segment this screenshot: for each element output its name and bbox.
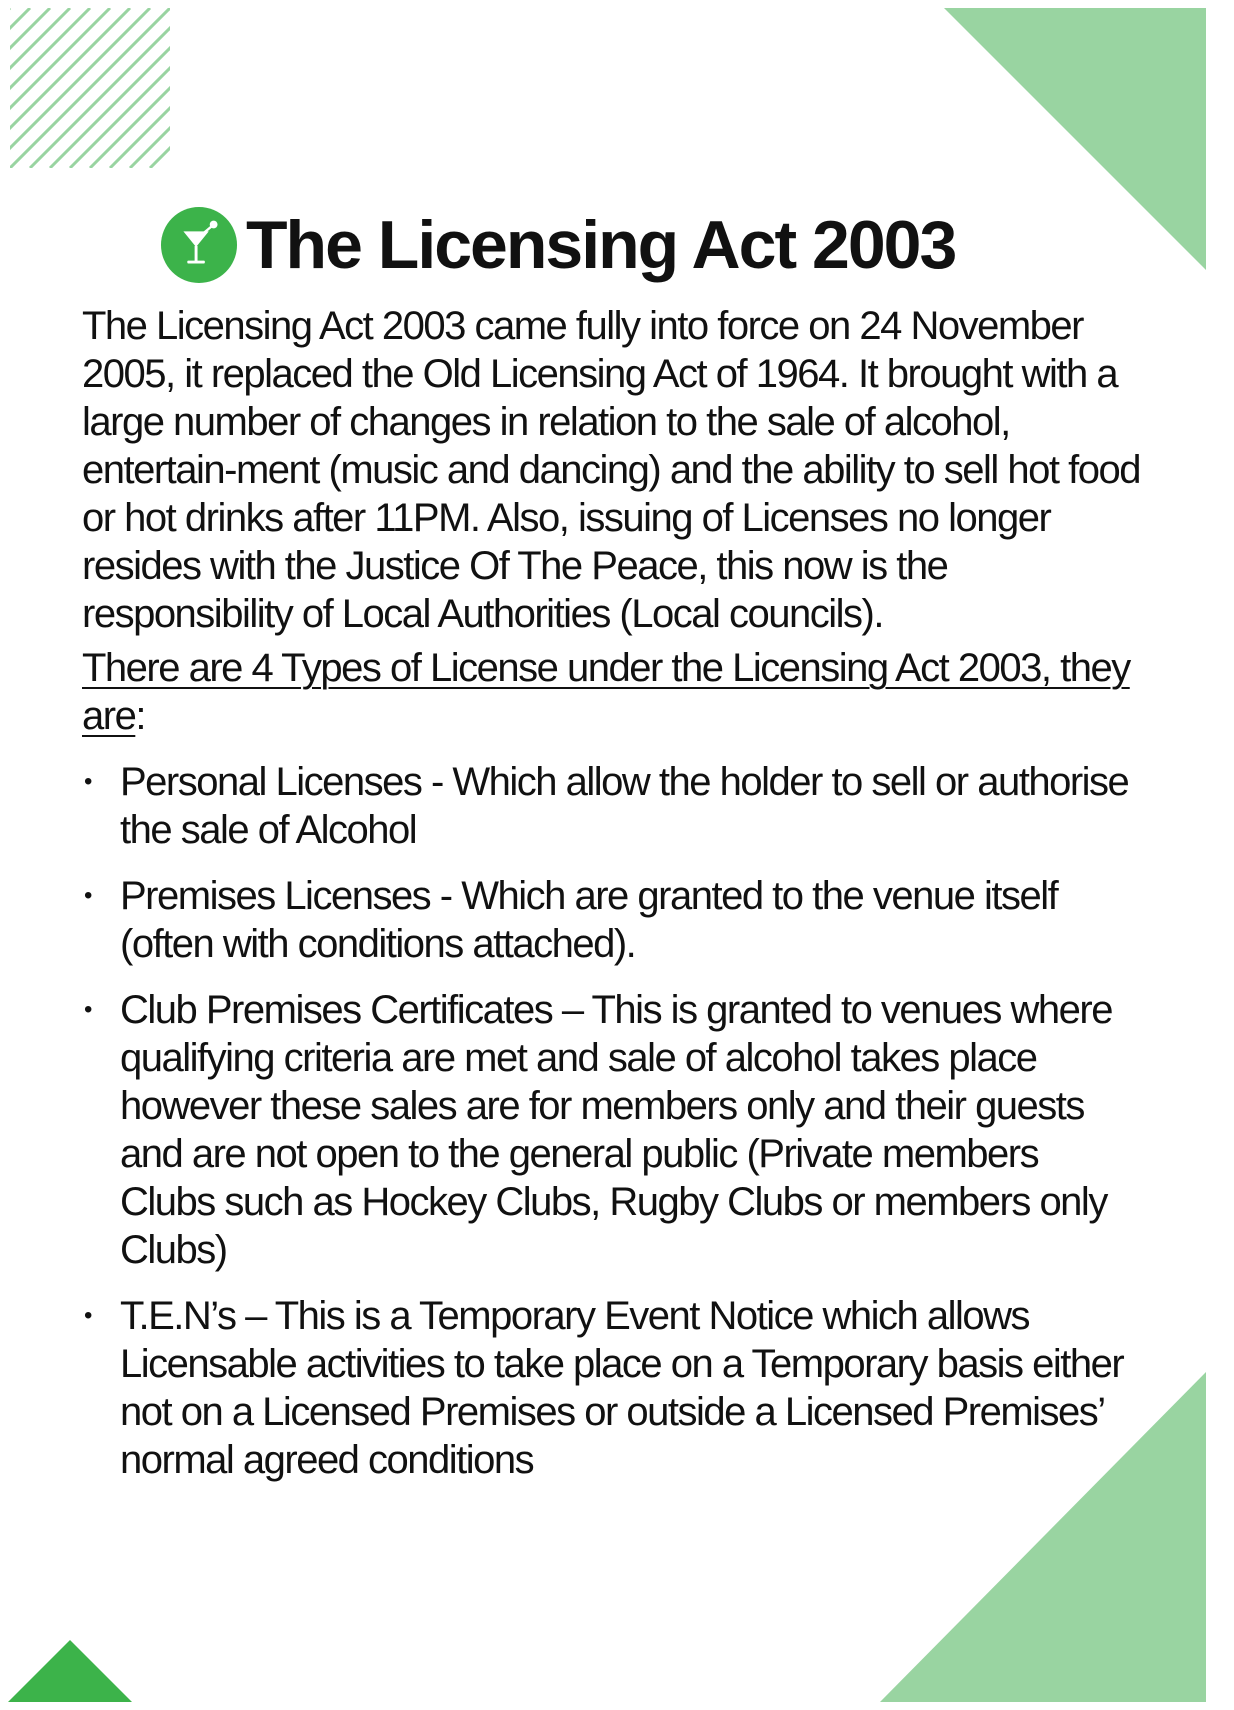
list-item	[82, 758, 1142, 854]
list-item-text: T.E.N’s – This is a Temporary Event Notice which allows Licensable activities to take place on a Temporary basis either not on a Licensed Premises or outside a Licensed Premises’ normal agreed conditions	[120, 1294, 1124, 1482]
page-title: The Licensing Act 2003	[246, 207, 956, 283]
license-types-list	[82, 758, 1142, 1484]
title-row	[160, 200, 955, 290]
bullet-icon: •	[84, 1302, 91, 1329]
list-item-text: Personal Licenses - Which allow the holder to sell or authorise the sale of Alcohol	[120, 760, 1129, 852]
list-intro-text: There are 4 Types of License under the Licensing Act 2003, they are	[82, 646, 1130, 738]
list-item	[82, 986, 1142, 1274]
bullet-icon: •	[84, 996, 91, 1023]
cocktail-glass-icon	[160, 206, 238, 284]
document-body	[82, 302, 1142, 1484]
intro-paragraph: The Licensing Act 2003 came fully into force on 24 November 2005, it replaced the Old Licensing Act of 1964. It brought with a large number of changes in relation to the sale of alcohol, entertain-ment (music and dancing) and the ability to sell hot food or hot drinks after 11PM. Also, issuing of Licenses no longer resides with the Justice Of The Peace, this now is the responsibility of Local Authorities (Local councils).	[82, 304, 1140, 636]
list-intro	[82, 644, 1142, 740]
list-intro-colon: :	[135, 694, 145, 738]
list-item	[82, 1292, 1142, 1484]
bottom-left-triangle-decoration	[8, 1640, 132, 1702]
diagonal-hatch-decoration	[10, 8, 170, 168]
list-item	[82, 872, 1142, 968]
bullet-icon: •	[84, 882, 91, 909]
bullet-icon: •	[84, 768, 91, 795]
list-item-text: Premises Licenses - Which are granted to the venue itself (often with conditions attached).	[120, 874, 1058, 966]
top-right-triangle-decoration	[944, 8, 1206, 270]
list-item-text: Club Premises Certificates – This is granted to venues where qualifying criteria are met and sale of alcohol takes place however these sales are for members only and their guests and are not open to the general public (Private members Clubs such as Hockey Clubs, Rugby Clubs or members only Clubs)	[120, 988, 1112, 1272]
